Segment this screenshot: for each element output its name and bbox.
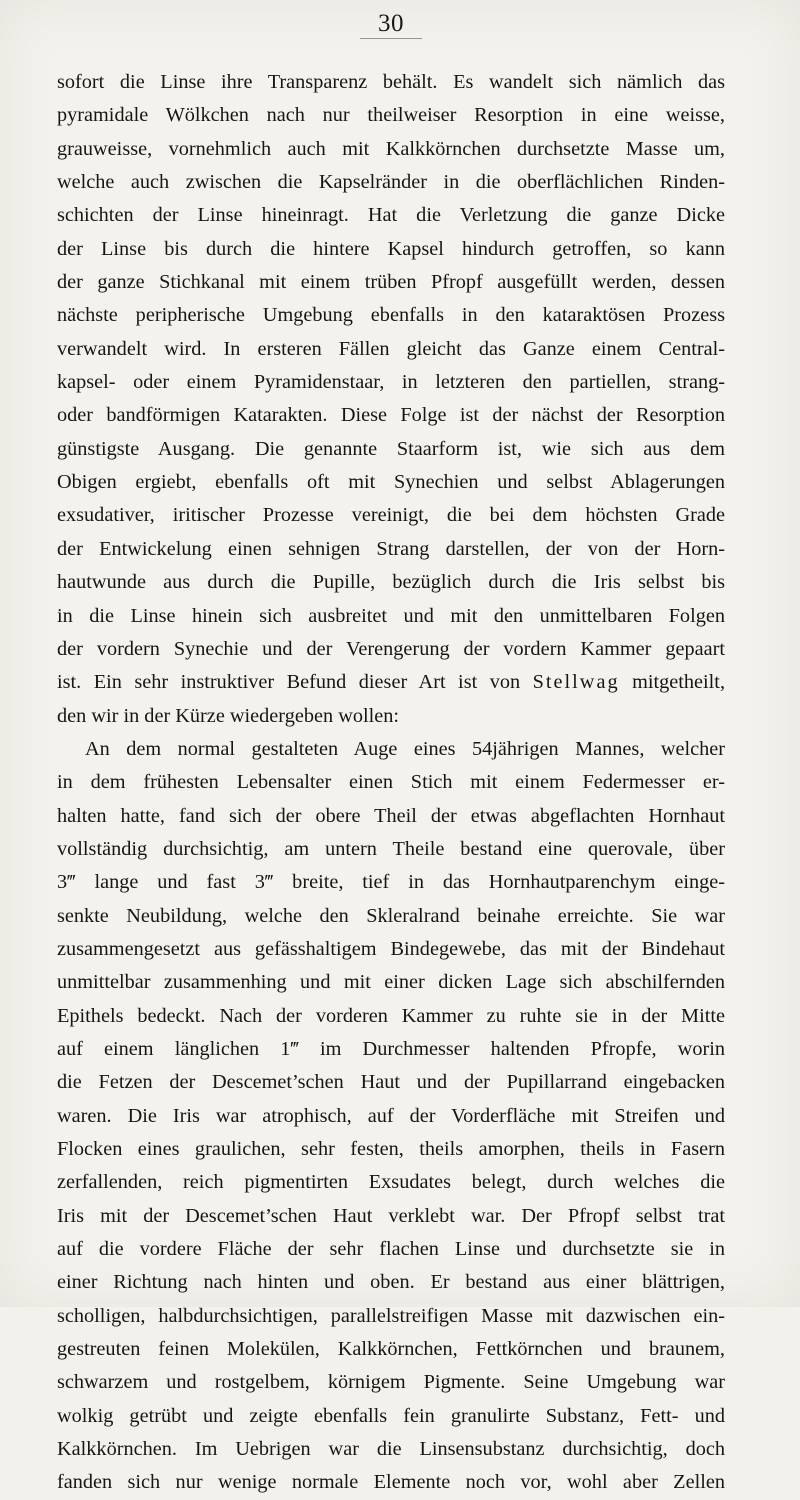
text-line: exsudativer, iritischer Prozesse vereinigt, die bei dem höchsten Grade [57, 504, 725, 527]
text-line: 3‴ lange und fast 3‴ breite, tief in das Hornhautparenchym einge- [57, 871, 725, 894]
text-line [57, 666, 725, 699]
text-line: auf die vordere Fläche der sehr flachen Linse und durchsetzte sie in [57, 1238, 725, 1261]
text-line: auf einem länglichen 1‴ im Durchmesser haltenden Pfropfe, worin [57, 1037, 725, 1060]
text-fragment: ist. Ein sehr instruktiver Befund dieser Art ist von [57, 671, 533, 694]
text-line: in die Linse hinein sich ausbreitet und mit den unmittelbaren Folgen [57, 604, 725, 627]
text-line: unmittelbar zusammenhing und mit einer dicken Lage sich abschilfernden [57, 971, 725, 994]
text-line: der Entwickelung einen sehnigen Strang darstellen, der von der Horn- [57, 537, 725, 560]
text-line: der Linse bis durch die hintere Kapsel hindurch getroffen, so kann [57, 237, 725, 260]
text-line: waren. Die Iris war atrophisch, auf der Vorderfläche mit Streifen und [57, 1104, 725, 1127]
text-line: Epithels bedeckt. Nach der vorderen Kammer zu ruhte sie in der Mitte [57, 1004, 725, 1027]
text-line: Flocken eines graulichen, sehr festen, theils amorphen, theils in Fasern [57, 1138, 725, 1160]
text-line: schichten der Linse hineinragt. Hat die Verletzung die ganze Dicke [57, 204, 725, 227]
text-line: in dem frühesten Lebensalter einen Stich mit einem Federmesser er- [57, 771, 725, 794]
text-line: scholligen, halbdurchsichtigen, parallelstreifigen Masse mit dazwischen ein- [57, 1304, 725, 1327]
text-line: der ganze Stichkanal mit einem trüben Pfropf ausgefüllt werden, dessen [57, 271, 725, 294]
text-line: grauweisse, vornehmlich auch mit Kalkkörnchen durchsetzte Masse um, [57, 137, 725, 160]
text-line: An dem normal gestalteten Auge eines 54jährigen Mannes, welcher [85, 737, 725, 760]
text-fragment: mitgetheilt, [619, 671, 726, 694]
text-line: einer Richtung nach hinten und oben. Er bestand aus einer blättrigen, [57, 1271, 725, 1294]
text-line: sofort die Linse ihre Transparenz behält. Es wandelt sich nämlich das [57, 71, 725, 93]
text-line: kapsel- oder einem Pyramidenstaar, in letzteren den partiellen, strang- [57, 371, 725, 394]
text-line: schwarzem und rostgelbem, körnigem Pigmente. Seine Umgebung war [57, 1371, 725, 1394]
text-line: die Fetzen der Descemet’schen Haut und der Pupillarrand eingebacken [57, 1071, 725, 1094]
page-number-underline [360, 38, 422, 39]
author-name: Stellwag [532, 671, 620, 694]
text-line: günstigste Ausgang. Die genannte Staarform ist, wie sich aus dem [57, 437, 725, 460]
text-line: wolkig getrübt und zeigte ebenfalls fein granulirte Substanz, Fett- und [57, 1404, 725, 1427]
page-number: 30 [378, 10, 404, 37]
text-line: Obigen ergiebt, ebenfalls oft mit Synechien und selbst Ablagerungen [57, 471, 725, 494]
text-line: zusammengesetzt aus gefässhaltigem Bindegewebe, das mit der Bindehaut [57, 937, 725, 960]
text-line: pyramidale Wölkchen nach nur theilweiser Resorption in eine weisse, [57, 104, 725, 127]
text-line: gestreuten feinen Molekülen, Kalkkörnchen, Fettkörnchen und braunem, [57, 1338, 725, 1361]
text-line: nächste peripherische Umgebung ebenfalls in den kataraktösen Prozess [57, 304, 725, 327]
text-line: der vordern Synechie und der Verengerung der vordern Kammer gepaart [57, 637, 725, 660]
text-line: Iris mit der Descemet’schen Haut verklebt war. Der Pfropf selbst trat [57, 1204, 725, 1227]
text-line: welche auch zwischen die Kapselränder in die oberflächlichen Rinden- [57, 171, 725, 194]
text-line: zerfallenden, reich pigmentirten Exsudates belegt, durch welches die [57, 1171, 725, 1194]
text-line: oder bandförmigen Katarakten. Diese Folge ist der nächst der Resorption [57, 404, 725, 427]
text-line: hautwunde aus durch die Pupille, bezüglich durch die Iris selbst bis [57, 571, 725, 594]
text-line: fanden sich nur wenige normale Elemente noch vor, wohl aber Zellen [57, 1471, 725, 1494]
text-line: Kalkkörnchen. Im Uebrigen war die Linsensubstanz durchsichtig, doch [57, 1438, 725, 1461]
text-line: senkte Neubildung, welche den Skleralrand beinahe erreichte. Sie war [57, 904, 725, 927]
text-line: halten hatte, fand sich der obere Theil der etwas abgeflachten Hornhaut [57, 804, 725, 827]
text-line: den wir in der Kürze wiedergeben wollen: [57, 704, 400, 727]
text-line: verwandelt wird. In ersteren Fällen gleicht das Ganze einem Central- [57, 337, 725, 360]
body-text [57, 66, 725, 1500]
text-line: vollständig durchsichtig, am untern Theile bestand eine querovale, über [57, 837, 725, 860]
